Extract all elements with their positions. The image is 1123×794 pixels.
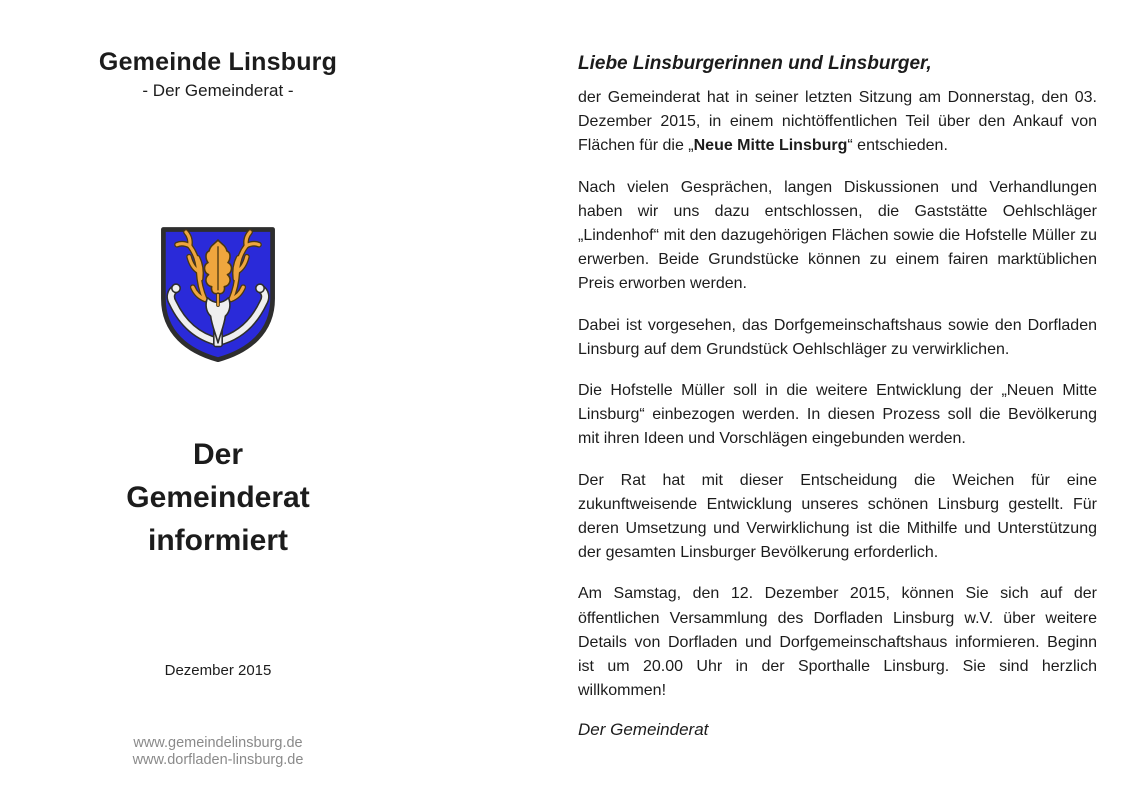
paragraph-intro-bold: Neue Mitte Linsburg — [693, 137, 848, 155]
left-column — [44, 0, 392, 794]
headline-line-3: informiert — [147, 524, 288, 557]
issue-date: Dezember 2015 — [164, 662, 272, 679]
linsburg-coat-of-arms-icon — [155, 219, 281, 367]
letter-column — [578, 53, 1097, 740]
headline-line-2: Gemeinderat — [126, 481, 310, 514]
website-url-dorfladen: www.dorfladen-linsburg.de — [132, 751, 304, 768]
municipality-title: Gemeinde Linsburg — [98, 48, 338, 76]
yoke-end-right — [256, 284, 264, 292]
headline — [44, 433, 392, 562]
paragraph-intro — [578, 86, 1097, 159]
signature: Der Gemeinderat — [578, 720, 709, 740]
paragraph: Die Hofstelle Müller soll in die weitere Entwicklung der „Neuen Mitte Linsburg“ einbezogen werden. In diesen Prozess soll die Bevölkerung mit ihren Ideen und Vorschlägen eingebunden werden. — [578, 382, 1097, 448]
paragraph: Der Rat hat mit dieser Entscheidung die Weichen für eine zukunftweisende Entwicklung unseres schönen Linsburg gestellt. Für deren Umsetzung und Verwirklichung ist die Mithilfe und Unterstützung der gesamten Linsburger Bevölkerung erforderlich. — [578, 471, 1097, 562]
paragraph-intro-pre: der Gemeinderat hat in seiner letzten Sitzung am Donnerstag, den 03. Dezember 2015, in einem nichtöffentlichen Teil über den Ankauf von Flächen für die „ — [578, 89, 1097, 155]
paragraph: Dabei ist vorgesehen, das Dorfgemeinschaftshaus sowie den Dorfladen Linsburg auf dem Grundstück Oehlschläger zu verwirklichen. — [578, 316, 1097, 358]
website-list — [44, 735, 392, 768]
paragraph: Am Samstag, den 12. Dezember 2015, können Sie sich auf der öffentlichen Versammlung des Dorfladen Linsburg w.V. über weitere Details von Dorfladen und Dorfgemeinschaftshaus informieren. Beginn ist um 20.00 Uhr in der Sporthalle Linsburg. Sie sind herzlich willkommen! — [578, 585, 1097, 700]
salutation: Liebe Linsburgerinnen und Linsburger, — [578, 53, 932, 74]
coat-of-arms-container — [44, 219, 392, 367]
paragraph-intro-post: “ entschieden. — [847, 137, 948, 155]
yoke-end-left — [172, 284, 180, 292]
paragraph: Nach vielen Gesprächen, langen Diskussionen und Verhandlungen haben wir uns dazu entschlossen, die Gaststätte Oehlschläger „Lindenhof“ mit den dazugehörigen Flächen sowie die Hofstelle Müller zu erwerben. Beide Grundstücke können zu einem fairen marktüblichen Preis erworben werden. — [578, 178, 1097, 293]
headline-line-1: Der — [192, 438, 244, 471]
website-url-gemeinde: www.gemeindelinsburg.de — [133, 735, 303, 751]
municipality-subtitle: - Der Gemeinderat - — [142, 81, 294, 100]
